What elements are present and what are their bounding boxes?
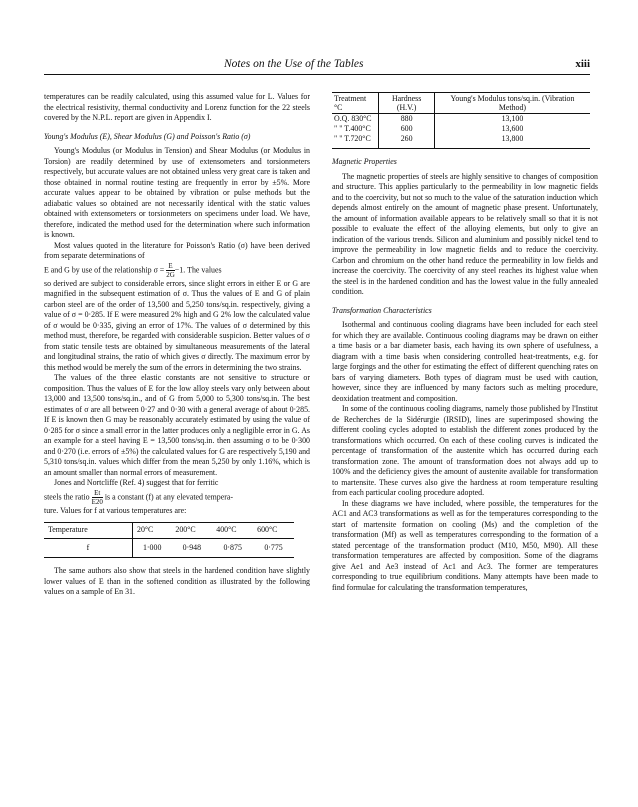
table-header: 200°C [171, 523, 212, 539]
paragraph: Young's Modulus (or Modulus in Tension) and Shear Modulus (or Modulus in Torsion) are readily determined by use of extensometers and torsionmeters respectively, but accurate values are not obtained unless very great care is taken and those obtained in normal routine testing are frequently in error by ±5%. More accurate values appear to be obtained by vibration or pulse methods but the adiabatic values so obtained are not necessarily identical with the static values obtained with extensometers or torsionmeters on specimens under load. We have, therefore, indicated the method used for the determination where such information is known. [44, 146, 310, 239]
table-cell: 260 [379, 134, 435, 149]
table-header: Hardness (H.V.) [379, 93, 435, 114]
table-cell: f [44, 538, 133, 558]
section-heading: Magnetic Properties [332, 157, 397, 166]
table-row [332, 124, 590, 134]
paragraph: The same authors also show that steels in the hardened condition have slightly lower values of E than in the softened condition as illustrated by the following values on a sample of En 31. [44, 566, 310, 596]
table-cell: 13,100 [501, 114, 524, 123]
table-header: 20°C [133, 523, 172, 539]
running-header [44, 58, 590, 75]
table-cell: 13,600 [501, 124, 524, 133]
paragraph: ture. Values for f at various temperatures are: [44, 505, 187, 515]
right-column [332, 92, 598, 593]
table-cell: 0·875 [212, 538, 253, 558]
running-title: Notes on the Use of the Tables [224, 58, 364, 70]
hardness-modulus-table [332, 92, 590, 149]
fraction: $\frac{Et}{E20}$ [91, 488, 103, 506]
table-row [332, 114, 590, 125]
paragraph: Most values quoted in the literature for Poisson's Ratio (σ) have been derived from separate determinations of [44, 240, 310, 260]
table-cell: 0·775 [253, 538, 294, 558]
table-cell: 0·948 [171, 538, 212, 558]
paragraph: Jones and Nortcliffe (Ref. 4) suggest that for ferritic [54, 478, 219, 487]
section-heading: Transformation Characteristics [332, 305, 432, 315]
table-row [44, 538, 294, 558]
table-header: Treatment °C [332, 93, 379, 114]
table-cell: 13,800 [434, 134, 590, 149]
modulus-ratio-table [44, 522, 294, 558]
table-header: 400°C [212, 523, 253, 539]
table-header: Temperature [44, 523, 133, 539]
equation-line: E and G by use of the relationship σ = $\frac{E}{2G}$ −1. The values [44, 261, 222, 279]
section-heading: Young's Modulus (E), Shear Modulus (G) and Poisson's Ratio (σ) [44, 131, 251, 141]
paragraph: temperatures can be readily calculated, using this assumed value for L. Values for the electrical resistivity, thermal conductivity and Lorenz function for the 22 steels covered by the N.P.L. report are given in Appendix I. [44, 92, 310, 122]
paragraph: Isothermal and continuous cooling diagrams have been included for each steel for which they are available. Continuous cooling diagrams may be drawn on either a time basis or a bar diameter basis, each having its own sphere of usefulness, a diagram with a time basis when considering controlled heat-treatments, e.g. for large forgings and the other for estimating the effect of different quenching rates on bars of varying diameters. Both types of diagram must be used with caution, however, since they are influenced by many factors such as melting procedure, deoxidation treatment and composition. [332, 320, 598, 403]
paragraph: In some of the continuous cooling diagrams, namely those published by l'Institut de Recherches de la Sidérurgie (IRSID), lines are superimposed showing the different cooling cycles adopted to establish the different zones produced by the transformations which occurred. On each of these cooling curves is indicated the percentage of transformation of the austenite which has occurred during each transformation zone. The amount of transformation does not always add up to 100% and the deficiency gives the amount of austenite available for transformation to martensite. These curves also give the hardness at room temperature resulting from each particular cooling procedure adopted. [332, 404, 598, 497]
table-header: Young's Modulus tons/sq.in. (Vibration Method) [434, 93, 590, 114]
paragraph: The values of the three elastic constants are not sensitive to structure or composition. Thus the values of E for the low alloy steels vary only between about 13,000 and 13,500 tons/sq.in., and of G from 5,000 to 5,300 tons/sq.in. The best estimates of σ are all between 0·27 and 0·30 with a general average of about 0·285. If E is known then G may be reasonably accurately estimated by using the value of 0·285 for σ since a small error in the latter produces only a negligible error in G. As an example for a steel having E = 13,500 tons/sq.in. then assuming σ to be 0·300 and 0·270 (i.e. errors of ±5%) the calculated values for G are respectively 5,190 and 5,310 tons/sq.in. values which differ from the mean 5,250 by only 1.16%, which is an amount smaller than normal errors of measurement. [44, 373, 310, 477]
table-row [332, 134, 590, 149]
table-cell: 600 [379, 124, 435, 134]
paragraph: so derived are subject to considerable errors, since slight errors in either E or G are magnified in the subsequent estimation of σ. Thus the values of E and G of plain carbon steel are of the order of 13,500 and 5,250 tons/sq.in. respectively, giving a value of σ = 0·285. If E were measured 2% high and G 2% low the calculated value of σ would be 0·335, giving an error of 17%. The values of σ determined by this method must, therefore, be regarded with considerable suspicion. Better values of σ from static tensile tests are obtained by simultaneous measurements of the lateral and longitudinal strains, the ratio of which gives σ directly. The maximum error by this method would be merely the sum of the errors in determining the two strains. [44, 278, 310, 372]
table-cell: 1·000 [133, 538, 172, 558]
paragraph: In these diagrams we have included, where possible, the temperatures for the AC1 and AC3 transformations as well as for the temperatures corresponding to the start of martensite formation on cooling (Ms) and the completion of the transformation (Mf) as well as temperatures corresponding to the formation of a stated percentage of the transformation product (M10, M50, M90). All these transformation temperatures are affected by composition. Some of the diagrams give Ae1 and Ae3 instead of Ac1 and Ac3. The former are temperatures corresponding to true equilibrium conditions. Many attempts have been made to find formulae for calculating the transformation temperatures, [332, 498, 598, 592]
table-cell: " " T.400°C [332, 124, 379, 134]
equation-line: steels the ratio $\frac{Et}{E20}$ is a constant (f) at any elevated tempera- [44, 488, 233, 506]
table-cell: " " T.720°C [332, 134, 379, 149]
fraction: $\frac{E}{2G}$ [166, 261, 175, 279]
page-number: xiii [575, 58, 590, 70]
table-cell: 880 [379, 114, 435, 125]
left-column [44, 92, 310, 598]
paragraph: The magnetic properties of steels are highly sensitive to changes of composition and structure. This applies particularly to the permeability in low magnetic fields and to the coercivity, but not so much to the value of the saturation induction which depends almost entirely on the amount of magnetic phase present. Unfortunately, the amount of information available appears to be relatively small so that it is not possible to evaluate the effect of the alloying elements, but only to give an indication of the various trends. Silicon and aluminium and possibly nickel tend to improve the permeability in low magnetic fields and to reduce the coercivity. Carbon and chromium on the other hand reduce the permeability in low fields and increase the coercivity. The coercivity of any steel reaches its highest value when the steel is in the hardened condition and has the lowest value in the fully annealed condition. [332, 171, 598, 296]
table-header: 600°C [253, 523, 294, 539]
table-cell: O.Q. 830°C [332, 114, 379, 125]
